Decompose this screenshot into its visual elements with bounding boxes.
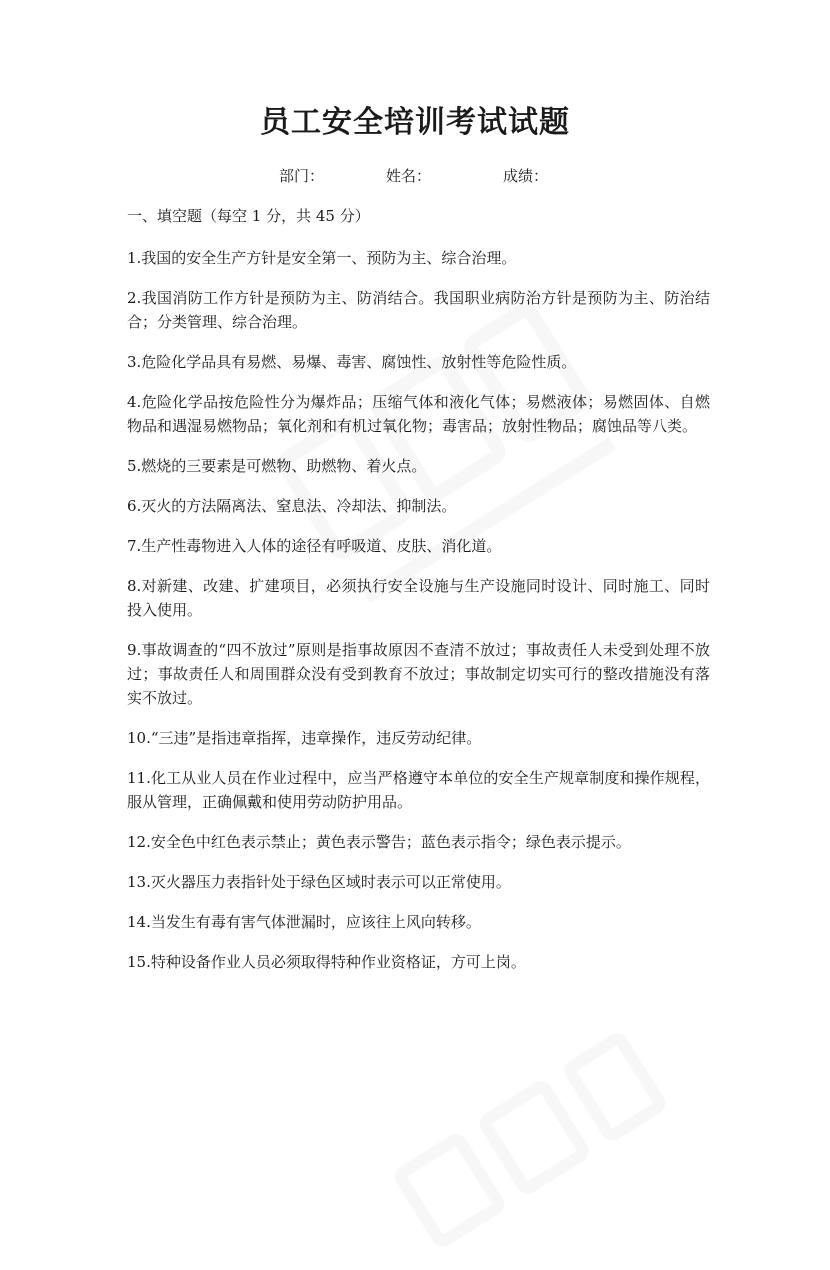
question-item-4: 4.危险化学品按危险性分为爆炸品；压缩气体和液化气体；易燃液体；易燃固体、自燃物品和遇湿易燃物品；氧化剂和有机过氧化物；毒害品；放射性物品；腐蚀品等八类。	[127, 393, 710, 435]
name-label: 姓名：	[386, 167, 432, 185]
question-item-9: 9.事故调查的“四不放过”原则是指事故原因不查清不放过；事故责任人未受到处理不放过；事故责任人和周围群众没有受到教育不放过；事故制定切实可行的整改措施没有落实不放过。	[127, 641, 710, 707]
question-item-1: 1.我国的安全生产方针是安全第一、预防为主、综合治理。	[127, 249, 517, 267]
score-label: 成绩：	[503, 167, 549, 185]
watermark-bottom-icon	[371, 1010, 689, 1270]
page-title: 员工安全培训考试试题	[260, 105, 570, 140]
question-item-15: 15.特种设备作业人员必须取得特种作业资格证，方可上岗。	[127, 953, 526, 971]
info-row	[0, 165, 830, 187]
section-heading: 一、填空题（每空 1 分，共 45 分）	[127, 207, 370, 225]
question-item-6: 6.灭火的方法隔离法、窒息法、冷却法、抑制法。	[127, 497, 457, 515]
question-item-11: 11.化工从业人员在作业过程中，应当严格遵守本单位的安全生产规章制度和操作规程，服从管理，正确佩戴和使用劳动防护用品。	[127, 769, 710, 811]
question-item-14: 14.当发生有毒有害气体泄漏时，应该往上风向转移。	[127, 913, 481, 931]
question-list	[127, 246, 710, 990]
question-item-13: 13.灭火器压力表指针处于绿色区域时表示可以正常使用。	[127, 873, 511, 891]
question-item-8: 8.对新建、改建、扩建项目，必须执行安全设施与生产设施同时设计、同时施工、同时投入使用。	[127, 577, 710, 619]
question-item-2: 2.我国消防工作方针是预防为主、防消结合。我国职业病防治方针是预防为主、防治结合；分类管理、综合治理。	[127, 289, 710, 331]
department-label: 部门：	[279, 167, 325, 185]
question-item-7: 7.生产性毒物进入人体的途径有呼吸道、皮肤、消化道。	[127, 537, 502, 555]
question-item-3: 3.危险化学品具有易燃、易爆、毒害、腐蚀性、放射性等危险性质。	[127, 353, 577, 371]
question-item-10: 10.“三违”是指违章指挥，违章操作，违反劳动纪律。	[127, 729, 482, 747]
question-item-12: 12.安全色中红色表示禁止；黄色表示警告；蓝色表示指令；绿色表示提示。	[127, 833, 631, 851]
question-item-5: 5.燃烧的三要素是可燃物、助燃物、着火点。	[127, 457, 427, 475]
